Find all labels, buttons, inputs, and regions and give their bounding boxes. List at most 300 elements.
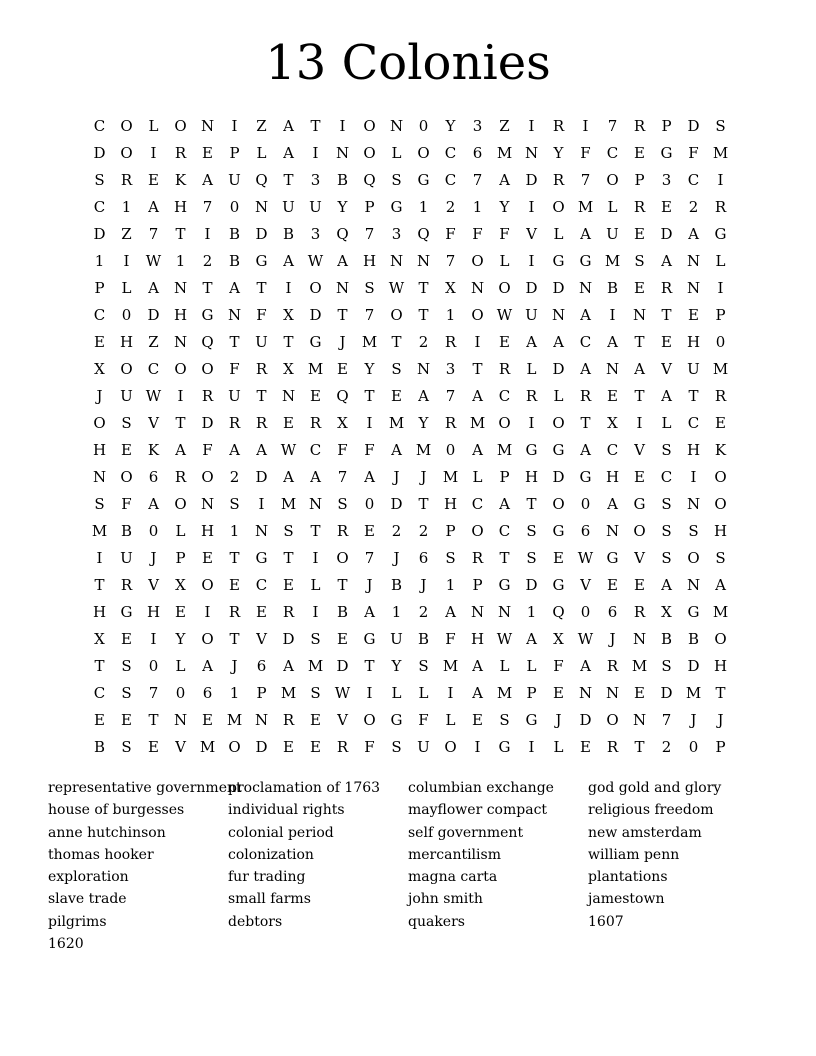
word-bank-item: proclamation of 1763 bbox=[228, 780, 381, 796]
word-bank-item: representative government bbox=[48, 780, 242, 796]
grid-letter: J bbox=[420, 576, 427, 594]
grid-letter: R bbox=[120, 576, 133, 594]
grid-letter: H bbox=[119, 333, 134, 351]
grid-letter: Z bbox=[499, 117, 510, 135]
grid-letter: S bbox=[661, 657, 672, 675]
grid-letter: Z bbox=[121, 225, 132, 243]
grid-letter: S bbox=[688, 522, 699, 540]
grid-letter: 7 bbox=[148, 684, 159, 702]
grid-letter: P bbox=[256, 684, 267, 702]
grid-letter: N bbox=[416, 252, 431, 270]
grid-letter: C bbox=[147, 360, 160, 378]
grid-letter: R bbox=[282, 711, 295, 729]
grid-letter: 2 bbox=[418, 333, 429, 351]
grid-letter: B bbox=[228, 225, 241, 243]
grid-row bbox=[86, 680, 734, 707]
grid-row bbox=[86, 599, 734, 626]
grid-letter: Q bbox=[552, 603, 565, 621]
grid-letter: N bbox=[254, 198, 269, 216]
grid-letter: 0 bbox=[445, 441, 456, 459]
grid-letter: 2 bbox=[688, 198, 699, 216]
grid-letter: L bbox=[148, 117, 159, 135]
grid-letter: T bbox=[229, 333, 240, 351]
grid-letter: E bbox=[283, 738, 294, 756]
grid-letter: W bbox=[280, 441, 297, 459]
grid-letter: J bbox=[96, 387, 103, 405]
word-bank-item: 1620 bbox=[48, 936, 84, 953]
grid-letter: Z bbox=[256, 117, 267, 135]
grid-letter: E bbox=[634, 279, 645, 297]
grid-letter: A bbox=[580, 306, 591, 324]
grid-letter: I bbox=[528, 738, 535, 756]
grid-letter: D bbox=[255, 225, 268, 243]
grid-letter: N bbox=[605, 522, 620, 540]
grid-letter: A bbox=[283, 117, 294, 135]
grid-letter: X bbox=[553, 630, 564, 648]
grid-letter: P bbox=[472, 576, 483, 594]
grid-letter: C bbox=[606, 441, 619, 459]
grid-letter: R bbox=[201, 387, 214, 405]
grid-letter: I bbox=[528, 198, 535, 216]
grid-letter: G bbox=[579, 468, 592, 486]
grid-letter: 2 bbox=[418, 603, 429, 621]
word-bank-item: slave trade bbox=[48, 891, 127, 908]
grid-letter: I bbox=[690, 468, 697, 486]
grid-letter: A bbox=[445, 603, 456, 621]
grid-letter: N bbox=[173, 279, 188, 297]
grid-letter: T bbox=[472, 360, 483, 378]
grid-letter: L bbox=[526, 657, 537, 675]
grid-row bbox=[86, 437, 734, 464]
grid-letter: 7 bbox=[472, 171, 483, 189]
word-bank-item: religious freedom bbox=[588, 802, 714, 819]
grid-letter: A bbox=[337, 252, 348, 270]
grid-letter: C bbox=[93, 684, 106, 702]
grid-letter: A bbox=[283, 252, 294, 270]
grid-letter: S bbox=[121, 657, 132, 675]
grid-letter: T bbox=[391, 333, 402, 351]
grid-letter: N bbox=[470, 603, 485, 621]
grid-letter: L bbox=[607, 198, 618, 216]
grid-letter: D bbox=[525, 171, 538, 189]
grid-letter: R bbox=[174, 144, 187, 162]
grid-letter: D bbox=[660, 684, 673, 702]
grid-letter: E bbox=[553, 684, 564, 702]
grid-letter: O bbox=[363, 144, 376, 162]
grid-letter: G bbox=[363, 630, 376, 648]
grid-row bbox=[86, 140, 734, 167]
grid-letter: T bbox=[202, 279, 213, 297]
grid-letter: L bbox=[391, 144, 402, 162]
grid-letter: I bbox=[312, 549, 319, 567]
grid-letter: W bbox=[496, 630, 513, 648]
grid-letter: D bbox=[309, 306, 322, 324]
grid-letter: C bbox=[93, 117, 106, 135]
grid-letter: A bbox=[607, 495, 618, 513]
grid-letter: S bbox=[715, 117, 726, 135]
grid-letter: C bbox=[687, 414, 700, 432]
grid-letter: 7 bbox=[661, 711, 672, 729]
grid-letter: G bbox=[714, 225, 727, 243]
grid-letter: I bbox=[528, 414, 535, 432]
word-bank-item: fur trading bbox=[228, 869, 306, 886]
grid-letter: O bbox=[228, 738, 241, 756]
grid-letter: P bbox=[634, 171, 645, 189]
grid-letter: F bbox=[580, 144, 591, 162]
grid-letter: C bbox=[309, 441, 322, 459]
grid-letter: O bbox=[471, 306, 484, 324]
grid-letter: N bbox=[497, 603, 512, 621]
grid-letter: A bbox=[715, 576, 726, 594]
grid-letter: 7 bbox=[364, 549, 375, 567]
grid-letter: T bbox=[715, 684, 726, 702]
grid-letter: 1 bbox=[526, 603, 537, 621]
grid-letter: A bbox=[580, 441, 591, 459]
word-bank-column bbox=[228, 777, 408, 955]
grid-letter: R bbox=[633, 603, 646, 621]
grid-letter: F bbox=[553, 657, 564, 675]
grid-letter: C bbox=[660, 468, 673, 486]
grid-letter: A bbox=[148, 198, 159, 216]
grid-letter: A bbox=[580, 657, 591, 675]
grid-letter: O bbox=[606, 711, 619, 729]
grid-letter: D bbox=[390, 495, 403, 513]
grid-letter: G bbox=[120, 603, 133, 621]
grid-letter: O bbox=[363, 711, 376, 729]
grid-letter: W bbox=[388, 279, 405, 297]
grid-letter: G bbox=[633, 495, 646, 513]
grid-letter: P bbox=[94, 279, 105, 297]
grid-row bbox=[86, 356, 734, 383]
grid-letter: S bbox=[526, 549, 537, 567]
grid-letter: R bbox=[255, 414, 268, 432]
grid-letter: B bbox=[228, 252, 241, 270]
grid-letter: E bbox=[121, 630, 132, 648]
grid-row bbox=[86, 194, 734, 221]
grid-letter: G bbox=[687, 603, 700, 621]
grid-letter: 3 bbox=[310, 171, 321, 189]
grid-letter: E bbox=[634, 225, 645, 243]
grid-row bbox=[86, 275, 734, 302]
grid-letter: U bbox=[282, 198, 295, 216]
grid-letter: H bbox=[524, 468, 539, 486]
grid-letter: Y bbox=[553, 144, 564, 162]
grid-letter: V bbox=[337, 711, 348, 729]
grid-letter: B bbox=[120, 522, 133, 540]
grid-letter: R bbox=[309, 414, 322, 432]
grid-letter: R bbox=[282, 603, 295, 621]
grid-letter: V bbox=[148, 576, 159, 594]
grid-row bbox=[86, 383, 734, 410]
grid-letter: E bbox=[364, 522, 375, 540]
grid-letter: I bbox=[231, 117, 238, 135]
grid-letter: I bbox=[528, 117, 535, 135]
grid-letter: R bbox=[228, 414, 241, 432]
grid-letter: T bbox=[310, 522, 321, 540]
grid-letter: Z bbox=[148, 333, 159, 351]
grid-letter: 0 bbox=[364, 495, 375, 513]
grid-letter: G bbox=[255, 549, 268, 567]
grid-letter: U bbox=[255, 333, 268, 351]
grid-letter: K bbox=[147, 441, 160, 459]
grid-letter: 7 bbox=[337, 468, 348, 486]
grid-letter: O bbox=[552, 495, 565, 513]
grid-letter: M bbox=[280, 684, 297, 702]
grid-letter: H bbox=[686, 441, 701, 459]
grid-letter: H bbox=[92, 603, 107, 621]
grid-letter: E bbox=[310, 387, 321, 405]
grid-letter: A bbox=[175, 441, 186, 459]
word-bank-item: pilgrims bbox=[48, 913, 107, 930]
grid-letter: H bbox=[146, 603, 161, 621]
grid-letter: 0 bbox=[148, 522, 159, 540]
grid-letter: R bbox=[255, 360, 268, 378]
grid-letter: 7 bbox=[607, 117, 618, 135]
grid-letter: I bbox=[96, 549, 103, 567]
grid-letter: V bbox=[148, 414, 159, 432]
grid-letter: S bbox=[391, 360, 402, 378]
word-bank-item: plantations bbox=[588, 869, 668, 886]
grid-letter: P bbox=[175, 549, 186, 567]
word-bank-item: exploration bbox=[48, 869, 129, 886]
grid-letter: O bbox=[120, 468, 133, 486]
grid-letter: U bbox=[606, 225, 619, 243]
grid-letter: P bbox=[229, 144, 240, 162]
grid-letter: D bbox=[552, 468, 565, 486]
grid-letter: G bbox=[579, 252, 592, 270]
word-bank-item: quakers bbox=[408, 913, 465, 930]
grid-letter: E bbox=[553, 549, 564, 567]
grid-letter: G bbox=[660, 144, 673, 162]
grid-letter: M bbox=[442, 468, 459, 486]
grid-letter: X bbox=[94, 630, 105, 648]
grid-letter: V bbox=[661, 360, 672, 378]
grid-letter: E bbox=[202, 144, 213, 162]
grid-letter: N bbox=[389, 252, 404, 270]
grid-letter: E bbox=[202, 711, 213, 729]
grid-letter: O bbox=[606, 171, 619, 189]
grid-letter: O bbox=[201, 576, 214, 594]
grid-letter: Y bbox=[418, 414, 429, 432]
grid-letter: E bbox=[607, 387, 618, 405]
grid-letter: O bbox=[444, 738, 457, 756]
grid-letter: T bbox=[580, 414, 591, 432]
grid-letter: 7 bbox=[445, 252, 456, 270]
grid-letter: S bbox=[94, 495, 105, 513]
grid-letter: M bbox=[604, 252, 621, 270]
grid-letter: K bbox=[714, 441, 727, 459]
grid-letter: 3 bbox=[445, 360, 456, 378]
grid-letter: O bbox=[552, 414, 565, 432]
grid-letter: R bbox=[471, 549, 484, 567]
grid-letter: V bbox=[634, 549, 645, 567]
grid-letter: 6 bbox=[148, 468, 159, 486]
grid-letter: I bbox=[474, 738, 481, 756]
grid-letter: I bbox=[204, 603, 211, 621]
grid-letter: G bbox=[606, 549, 619, 567]
grid-letter: N bbox=[578, 279, 593, 297]
grid-letter: W bbox=[577, 630, 594, 648]
grid-letter: A bbox=[364, 468, 375, 486]
grid-letter: F bbox=[337, 441, 348, 459]
grid-letter: G bbox=[417, 171, 430, 189]
grid-letter: H bbox=[713, 657, 728, 675]
grid-letter: D bbox=[201, 414, 214, 432]
grid-letter: S bbox=[310, 684, 321, 702]
grid-letter: O bbox=[498, 414, 511, 432]
grid-letter: B bbox=[282, 225, 295, 243]
grid-letter: A bbox=[634, 360, 645, 378]
grid-letter: M bbox=[91, 522, 108, 540]
grid-letter: O bbox=[714, 630, 727, 648]
grid-letter: O bbox=[93, 414, 106, 432]
grid-letter: J bbox=[555, 711, 562, 729]
grid-letter: I bbox=[150, 144, 157, 162]
grid-row bbox=[86, 518, 734, 545]
grid-letter: O bbox=[390, 306, 403, 324]
grid-letter: D bbox=[147, 306, 160, 324]
grid-letter: T bbox=[418, 495, 429, 513]
grid-letter: A bbox=[202, 171, 213, 189]
grid-letter: H bbox=[686, 333, 701, 351]
word-bank-item: debtors bbox=[228, 913, 283, 930]
word-bank-column bbox=[48, 777, 242, 955]
grid-letter: T bbox=[175, 225, 186, 243]
grid-letter: C bbox=[498, 522, 511, 540]
grid-letter: N bbox=[686, 279, 701, 297]
grid-letter: 2 bbox=[229, 468, 240, 486]
grid-letter: E bbox=[148, 171, 159, 189]
grid-letter: N bbox=[524, 144, 539, 162]
grid-row bbox=[86, 734, 734, 761]
grid-row bbox=[86, 626, 734, 653]
grid-letter: P bbox=[499, 468, 510, 486]
grid-letter: R bbox=[552, 117, 565, 135]
grid-letter: G bbox=[498, 738, 511, 756]
grid-letter: L bbox=[715, 252, 726, 270]
grid-letter: V bbox=[526, 225, 537, 243]
grid-letter: S bbox=[229, 495, 240, 513]
grid-letter: L bbox=[499, 252, 510, 270]
grid-letter: A bbox=[418, 387, 429, 405]
grid-letter: L bbox=[310, 576, 321, 594]
grid-letter: E bbox=[175, 603, 186, 621]
grid-letter: V bbox=[256, 630, 267, 648]
grid-letter: H bbox=[362, 252, 377, 270]
grid-letter: I bbox=[123, 252, 130, 270]
grid-letter: M bbox=[712, 144, 729, 162]
grid-letter: I bbox=[339, 117, 346, 135]
grid-letter: U bbox=[390, 630, 403, 648]
grid-letter: N bbox=[551, 306, 566, 324]
grid-letter: M bbox=[415, 441, 432, 459]
grid-letter: E bbox=[256, 603, 267, 621]
grid-letter: U bbox=[120, 387, 133, 405]
grid-letter: O bbox=[471, 252, 484, 270]
grid-letter: E bbox=[310, 738, 321, 756]
grid-letter: R bbox=[444, 414, 457, 432]
grid-letter: X bbox=[445, 279, 456, 297]
grid-letter: F bbox=[364, 441, 375, 459]
grid-letter: S bbox=[310, 630, 321, 648]
grid-row bbox=[86, 545, 734, 572]
grid-letter: R bbox=[714, 387, 727, 405]
grid-letter: O bbox=[633, 522, 646, 540]
grid-letter: J bbox=[393, 468, 400, 486]
grid-letter: U bbox=[228, 171, 241, 189]
grid-letter: R bbox=[633, 117, 646, 135]
grid-letter: X bbox=[283, 360, 294, 378]
grid-letter: F bbox=[472, 225, 483, 243]
grid-letter: C bbox=[579, 333, 592, 351]
grid-letter: 7 bbox=[148, 225, 159, 243]
grid-letter: H bbox=[713, 522, 728, 540]
grid-letter: A bbox=[607, 333, 618, 351]
grid-letter: I bbox=[312, 603, 319, 621]
grid-letter: F bbox=[445, 225, 456, 243]
grid-letter: X bbox=[283, 306, 294, 324]
word-bank-item: magna carta bbox=[408, 869, 498, 886]
grid-letter: 3 bbox=[310, 225, 321, 243]
grid-letter: E bbox=[715, 414, 726, 432]
grid-letter: I bbox=[528, 252, 535, 270]
grid-letter: Y bbox=[499, 198, 510, 216]
grid-letter: E bbox=[202, 549, 213, 567]
grid-letter: 6 bbox=[202, 684, 213, 702]
grid-letter: O bbox=[201, 468, 214, 486]
word-bank-item: 1607 bbox=[588, 913, 624, 930]
grid-letter: E bbox=[283, 414, 294, 432]
grid-letter: A bbox=[310, 468, 321, 486]
grid-letter: H bbox=[470, 630, 485, 648]
grid-letter: E bbox=[337, 360, 348, 378]
grid-letter: O bbox=[201, 630, 214, 648]
word-bank-item: self government bbox=[408, 824, 524, 841]
grid-letter: 0 bbox=[148, 657, 159, 675]
grid-letter: O bbox=[363, 117, 376, 135]
grid-letter: M bbox=[631, 657, 648, 675]
grid-letter: 1 bbox=[391, 603, 402, 621]
grid-letter: C bbox=[444, 144, 457, 162]
grid-letter: Q bbox=[363, 171, 376, 189]
grid-letter: P bbox=[526, 684, 537, 702]
word-bank-column bbox=[408, 777, 588, 955]
grid-letter: A bbox=[283, 657, 294, 675]
grid-letter: T bbox=[256, 387, 267, 405]
grid-letter: 3 bbox=[472, 117, 483, 135]
grid-letter: J bbox=[717, 711, 724, 729]
grid-letter: R bbox=[606, 657, 619, 675]
word-bank-item: colonial period bbox=[228, 824, 334, 841]
grid-letter: N bbox=[92, 468, 107, 486]
grid-letter: L bbox=[553, 225, 564, 243]
grid-letter: O bbox=[714, 495, 727, 513]
grid-letter: A bbox=[472, 387, 483, 405]
grid-letter: 1 bbox=[229, 684, 240, 702]
grid-letter: 6 bbox=[607, 603, 618, 621]
grid-letter: T bbox=[229, 549, 240, 567]
grid-letter: T bbox=[283, 171, 294, 189]
grid-letter: D bbox=[93, 225, 106, 243]
grid-letter: P bbox=[715, 306, 726, 324]
grid-letter: B bbox=[93, 738, 106, 756]
grid-letter: M bbox=[712, 360, 729, 378]
word-bank-item: john smith bbox=[408, 891, 483, 908]
grid-letter: D bbox=[282, 630, 295, 648]
grid-letter: E bbox=[607, 576, 618, 594]
grid-letter: U bbox=[228, 387, 241, 405]
grid-letter: I bbox=[366, 684, 373, 702]
